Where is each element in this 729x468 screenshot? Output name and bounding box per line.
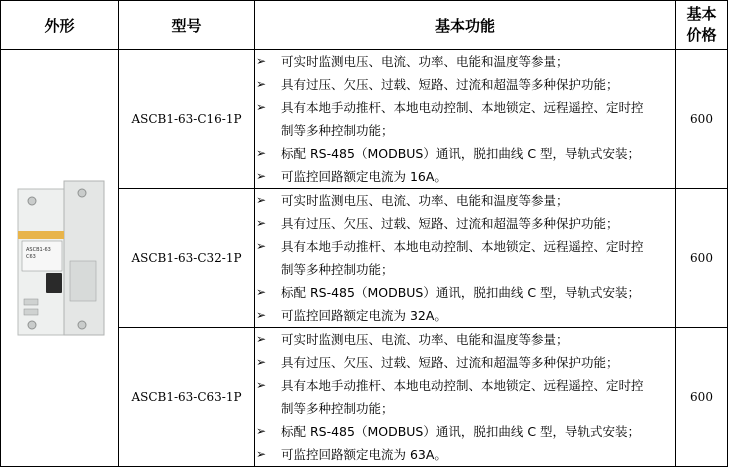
arrow-bullet-icon: ➢ — [256, 355, 267, 369]
arrow-bullet-icon: ➢ — [256, 285, 267, 299]
table-row — [1, 50, 728, 189]
arrow-bullet-icon: ➢ — [256, 308, 267, 322]
header-price-line2: 价格 — [686, 26, 717, 44]
features-cell — [255, 50, 676, 189]
terminal-screw-icon — [28, 197, 36, 205]
table-header-row — [1, 1, 728, 50]
arrow-bullet-icon: ➢ — [256, 146, 267, 160]
brand-label-stripe — [18, 231, 64, 239]
list-item: ➢ 具有过压、欠压、过载、短路、过流和超温等多种保护功能； — [255, 73, 675, 96]
arrow-bullet-icon: ➢ — [256, 77, 267, 91]
terminal-screw-icon — [78, 321, 86, 329]
arrow-bullet-icon: ➢ — [256, 378, 267, 392]
arrow-bullet-icon: ➢ — [256, 169, 267, 183]
product-photo-cell — [1, 50, 119, 467]
list-item: ➢ 可实时监测电压、电流、功率、电能和温度等参量； — [255, 189, 675, 212]
header-model: 型号 — [119, 1, 255, 50]
list-item: ➢ 具有本地手动推杆、本地电动控制、本地锁定、远程遥控、定时控 制等多种控制功能； — [255, 96, 675, 142]
list-item: ➢ 可监控回路额定电流为 63A。 — [255, 443, 675, 466]
terminal-screw-icon — [78, 189, 86, 197]
arrow-bullet-icon: ➢ — [256, 216, 267, 230]
arrow-bullet-icon: ➢ — [256, 447, 267, 461]
list-item: ➢ 标配 RS-485（MODBUS）通讯，脱扣曲线 C 型，导轨式安装； — [255, 420, 675, 443]
arrow-bullet-icon: ➢ — [256, 54, 267, 68]
list-item: ➢ 可监控回路额定电流为 32A。 — [255, 304, 675, 327]
features-list — [255, 50, 675, 188]
features-list — [255, 189, 675, 327]
features-cell — [255, 328, 676, 467]
model-cell: ASCB1-63-C63-1P — [119, 328, 255, 467]
rating-label-line1: ASCB1-63 — [25, 247, 51, 253]
list-item: ➢ 可实时监测电压、电流、功率、电能和温度等参量； — [255, 328, 675, 351]
arrow-bullet-icon: ➢ — [256, 332, 267, 346]
circuit-breaker-image — [12, 175, 108, 337]
header-shape: 外形 — [1, 1, 119, 50]
breaker-panel — [70, 261, 96, 301]
header-price — [676, 1, 728, 50]
list-item: ➢ 具有过压、欠压、过载、短路、过流和超温等多种保护功能； — [255, 351, 675, 374]
arrow-bullet-icon: ➢ — [256, 424, 267, 438]
features-cell — [255, 189, 676, 328]
model-cell: ASCB1-63-C32-1P — [119, 189, 255, 328]
price-cell: 600 — [676, 50, 728, 189]
features-list — [255, 328, 675, 466]
header-function: 基本功能 — [255, 1, 676, 50]
arrow-bullet-icon: ➢ — [256, 239, 267, 253]
small-button-icon — [24, 299, 38, 305]
small-button-icon — [24, 309, 38, 315]
list-item: ➢ 具有过压、欠压、过载、短路、过流和超温等多种保护功能； — [255, 212, 675, 235]
terminal-screw-icon — [28, 321, 36, 329]
rating-label-line2: C63 — [25, 254, 36, 260]
list-item: ➢ 可监控回路额定电流为 16A。 — [255, 165, 675, 188]
breaker-toggle-lever — [46, 273, 62, 293]
breaker-right-module — [64, 181, 104, 335]
list-item: ➢ 具有本地手动推杆、本地电动控制、本地锁定、远程遥控、定时控 制等多种控制功能； — [255, 235, 675, 281]
list-item: ➢ 可实时监测电压、电流、功率、电能和温度等参量； — [255, 50, 675, 73]
list-item: ➢ 具有本地手动推杆、本地电动控制、本地锁定、远程遥控、定时控 制等多种控制功能； — [255, 374, 675, 420]
arrow-bullet-icon: ➢ — [256, 100, 267, 114]
model-cell: ASCB1-63-C16-1P — [119, 50, 255, 189]
header-price-line1: 基本 — [686, 5, 717, 23]
price-cell: 600 — [676, 328, 728, 467]
list-item: ➢ 标配 RS-485（MODBUS）通讯，脱扣曲线 C 型，导轨式安装； — [255, 281, 675, 304]
price-cell: 600 — [676, 189, 728, 328]
list-item: ➢ 标配 RS-485（MODBUS）通讯，脱扣曲线 C 型，导轨式安装； — [255, 142, 675, 165]
arrow-bullet-icon: ➢ — [256, 193, 267, 207]
